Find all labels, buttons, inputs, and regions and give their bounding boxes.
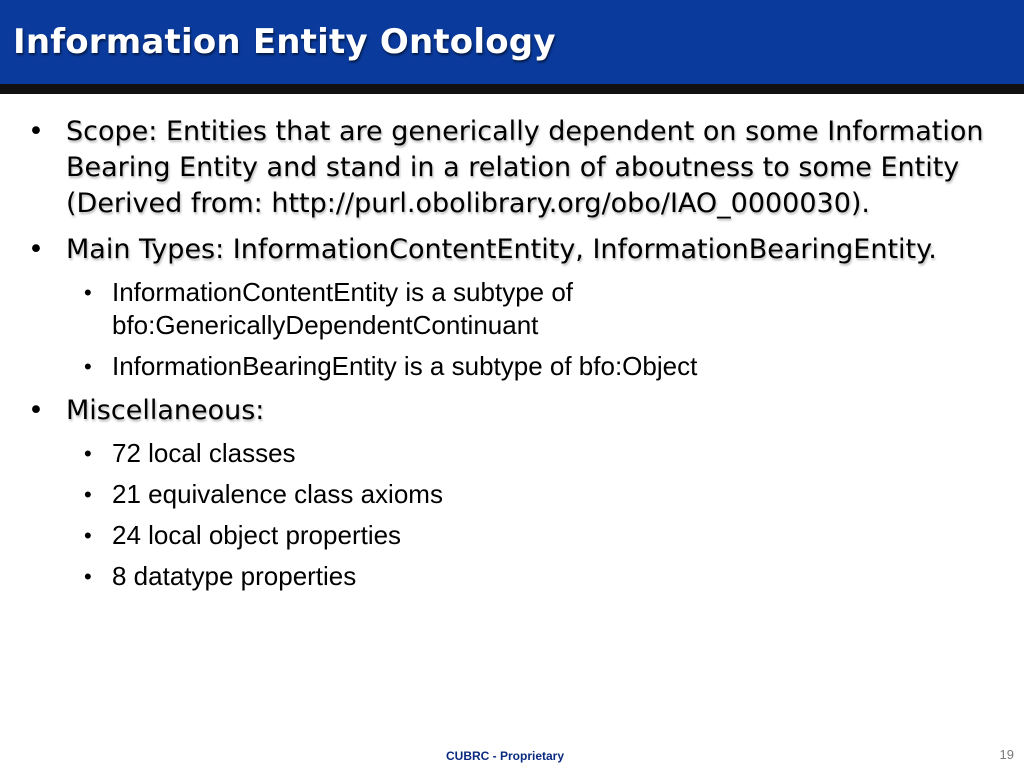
bullet-marker: • bbox=[84, 482, 92, 507]
bullet-marker: • bbox=[28, 395, 44, 426]
bullet-marker: • bbox=[84, 354, 92, 379]
slide-body bbox=[28, 114, 988, 603]
title-divider bbox=[0, 84, 1024, 94]
list-item bbox=[66, 350, 988, 383]
list-item-text: InformationContentEntity is a subtype of bfo:GenericallyDependentContinuant bbox=[112, 277, 574, 340]
list-item-text: InformationBearingEntity is a subtype of bfo:Object bbox=[112, 351, 698, 381]
bullet-miscellaneous bbox=[28, 393, 988, 593]
list-item-text: 21 equivalence class axioms bbox=[112, 479, 443, 509]
bullet-marker: • bbox=[84, 523, 92, 548]
bullet-marker: • bbox=[28, 234, 44, 265]
main-types-sublist bbox=[66, 276, 988, 383]
bullet-marker: • bbox=[84, 280, 92, 305]
bullet-marker: • bbox=[84, 564, 92, 589]
scope-text: Entities that are generically dependent on some Information Bearing Entity and stand in a relation of aboutness to some Entity (Derived from: http://purl.obolibrary.org/obo/IAO_0000030). bbox=[66, 116, 984, 219]
list-item bbox=[66, 437, 988, 470]
title-bar bbox=[0, 0, 1024, 84]
list-item bbox=[66, 478, 988, 511]
bullet-scope bbox=[28, 114, 988, 222]
scope-label: Scope: bbox=[66, 116, 158, 147]
list-item-text: 8 datatype properties bbox=[112, 561, 357, 591]
list-item-text: 24 local object properties bbox=[112, 520, 402, 550]
miscellaneous-sublist bbox=[66, 437, 988, 593]
bullet-main-types bbox=[28, 232, 988, 383]
bullet-marker: • bbox=[84, 441, 92, 466]
footer-proprietary: CUBRC - Proprietary bbox=[446, 749, 565, 763]
list-item bbox=[66, 276, 988, 342]
page-number: 19 bbox=[999, 747, 1014, 762]
list-item-text: 72 local classes bbox=[112, 438, 296, 468]
slide-title: Information Entity Ontology bbox=[13, 22, 556, 62]
miscellaneous-text: Miscellaneous: bbox=[66, 395, 265, 426]
bullet-list bbox=[28, 114, 988, 593]
list-item bbox=[66, 560, 988, 593]
list-item bbox=[66, 519, 988, 552]
main-types-text: Main Types: InformationContentEntity, InformationBearingEntity. bbox=[66, 234, 937, 265]
bullet-marker: • bbox=[28, 116, 44, 147]
